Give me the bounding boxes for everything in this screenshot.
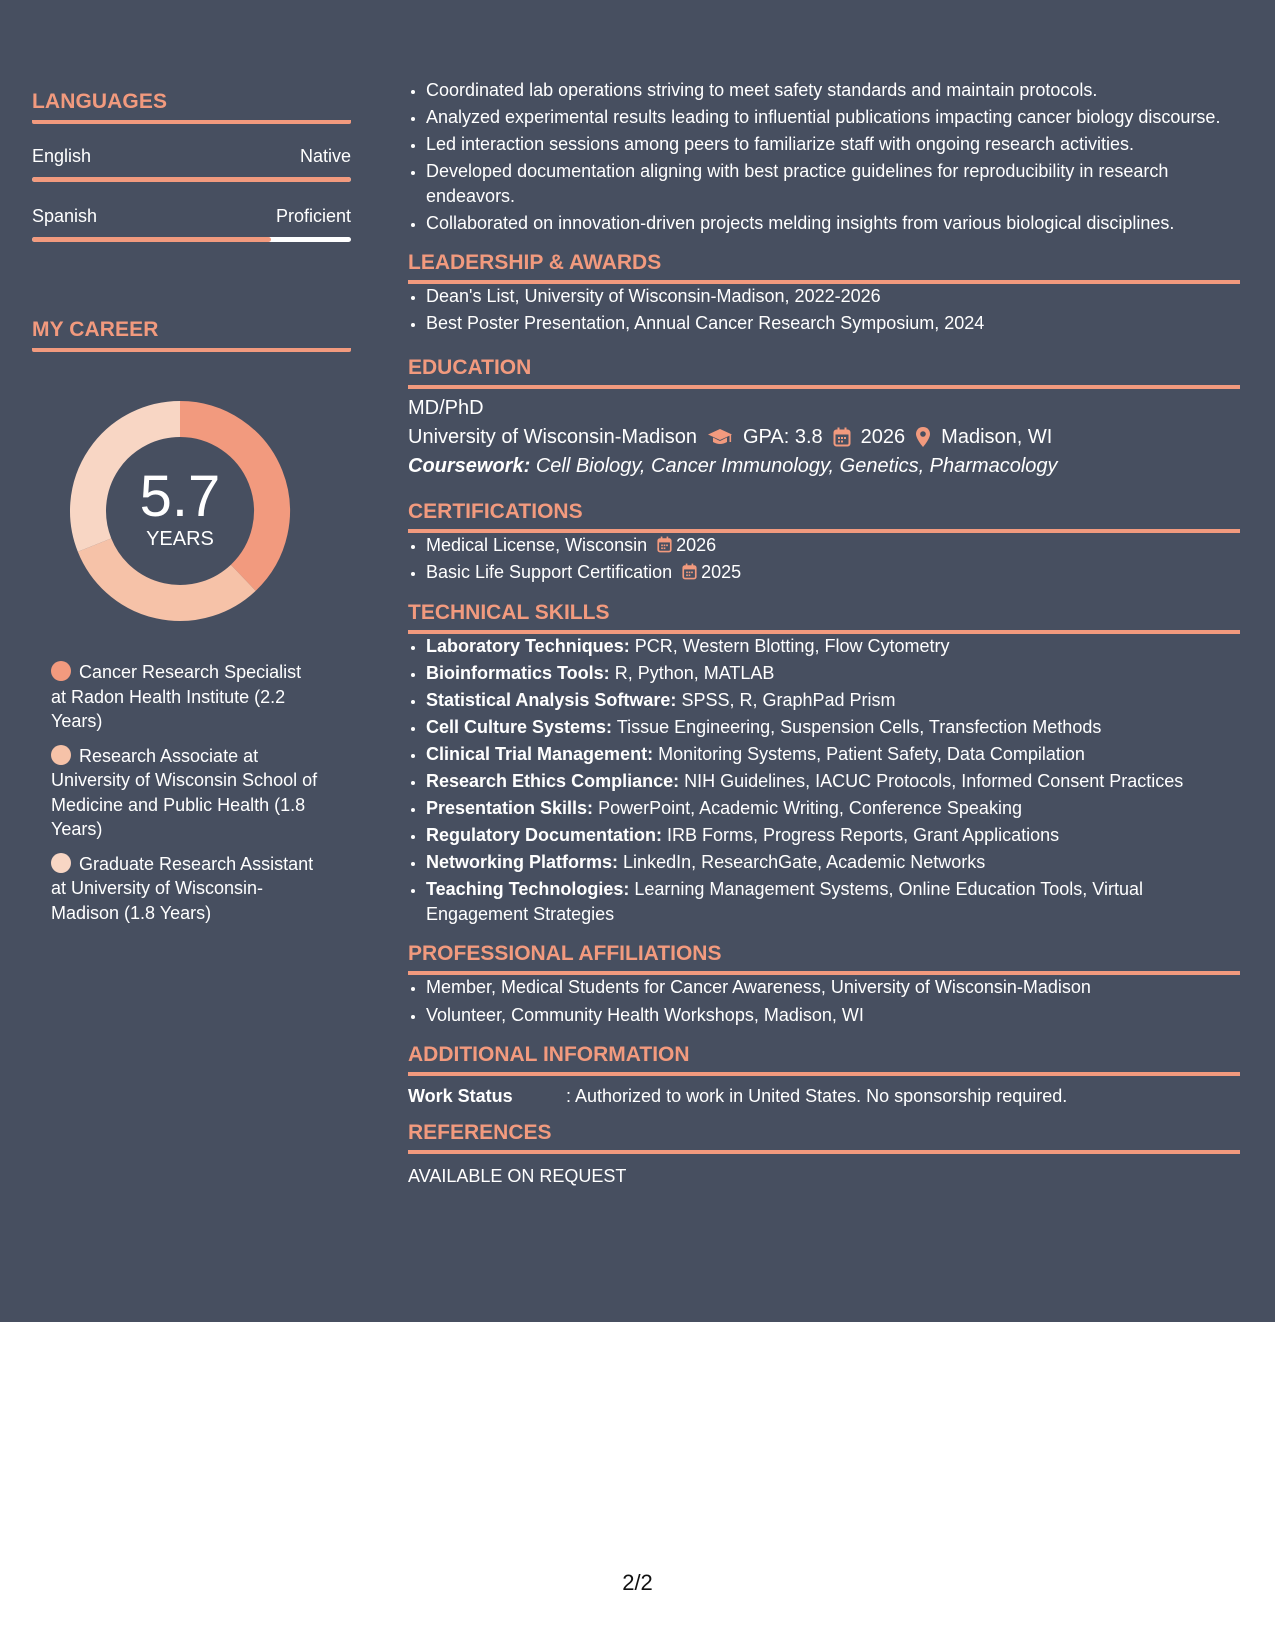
- graduation-cap-icon: [707, 427, 733, 447]
- certifications-section: [408, 500, 1240, 585]
- experience-bullet: • Developed documentation aligning with best practice guidelines for reproducibility in research endeavors.: [426, 159, 1240, 208]
- skill-item: • Research Ethics Compliance: NIH Guidelines, IACUC Protocols, Informed Consent Practices: [426, 769, 1240, 794]
- language-level: Proficient: [275, 206, 351, 226]
- page-number: 2/2: [622, 1570, 653, 1595]
- skills-section: [408, 601, 1240, 927]
- legend-dot-icon: [51, 661, 71, 681]
- education-gpa: GPA: 3.8: [742, 425, 823, 448]
- legend-dot-icon: [51, 745, 71, 765]
- skill-item: • Regulatory Documentation: IRB Forms, Progress Reports, Grant Applications: [426, 823, 1240, 848]
- education-location: Madison, WI: [941, 425, 1053, 448]
- career-legend-item: Graduate Research Assistant at University of Wisconsin-Madison (1.8 Years): [51, 853, 314, 923]
- leadership-section: [408, 251, 1240, 336]
- education-section: [408, 356, 1240, 478]
- skill-item: • Networking Platforms: LinkedIn, ResearchGate, Academic Networks: [426, 850, 1240, 875]
- language-level: Native: [299, 146, 351, 166]
- education-year: 2026: [860, 425, 906, 448]
- skill-item: • Cell Culture Systems: Tissue Engineering, Suspension Cells, Transfection Methods: [426, 715, 1240, 740]
- left-column: [32, 90, 351, 935]
- language-name: English: [32, 146, 92, 166]
- additional-info-section: [408, 1043, 1240, 1107]
- calendar-icon: [657, 536, 672, 553]
- affiliations-list: [408, 975, 1240, 1027]
- leadership-title: LEADERSHIP & AWARDS: [408, 251, 1240, 284]
- education-degree: MD/PhD: [408, 396, 484, 419]
- certification-item: • Basic Life Support Certification 2025: [426, 560, 1240, 585]
- coursework-list: Cell Biology, Cancer Immunology, Genetics, Pharmacology: [535, 454, 1058, 477]
- work-status-row: [408, 1086, 1240, 1107]
- experience-bullets: [408, 78, 1240, 235]
- leadership-list: [408, 284, 1240, 336]
- education-school: University of Wisconsin-Madison: [408, 425, 697, 448]
- affiliation-item: • Member, Medical Students for Cancer Awareness, University of Wisconsin-Madison: [426, 975, 1240, 1000]
- experience-bullet: • Led interaction sessions among peers to familiarize staff with ongoing research activities.: [426, 132, 1240, 157]
- calendar-icon: [682, 563, 697, 580]
- language-level-fill: [32, 237, 271, 242]
- language-level-bar: [32, 177, 351, 182]
- legend-dot-icon: [51, 853, 71, 873]
- calendar-icon: [833, 427, 851, 447]
- career-legend: [51, 660, 321, 925]
- career-legend-item: Research Associate at University of Wisconsin School of Medicine and Public Health (1.8 Years): [51, 745, 318, 839]
- skill-item: • Statistical Analysis Software: SPSS, R, GraphPad Prism: [426, 688, 1240, 713]
- references-title: REFERENCES: [408, 1121, 1240, 1154]
- language-level-fill: [32, 177, 351, 182]
- education-coursework: [408, 455, 1240, 478]
- career-donut-chart: [65, 396, 295, 626]
- languages-title: LANGUAGES: [32, 90, 351, 124]
- career-total-value: 5.7: [139, 463, 221, 529]
- career-legend-item: Cancer Research Specialist at Radon Health Institute (2.2 Years): [51, 662, 302, 731]
- affiliations-title: PROFESSIONAL AFFILIATIONS: [408, 942, 1240, 975]
- skills-list: [408, 634, 1240, 927]
- leadership-item: • Dean's List, University of Wisconsin-Madison, 2022-2026: [426, 284, 1240, 309]
- language-name: Spanish: [32, 206, 98, 226]
- education-title: EDUCATION: [408, 356, 1240, 389]
- skills-title: TECHNICAL SKILLS: [408, 601, 1240, 634]
- work-status-value: : Authorized to work in United States. No sponsorship required.: [566, 1086, 1068, 1106]
- affiliations-section: [408, 942, 1240, 1027]
- right-column: [408, 78, 1240, 1187]
- skill-item: • Clinical Trial Management: Monitoring Systems, Patient Safety, Data Compilation: [426, 742, 1240, 767]
- career-total-unit: YEARS: [146, 527, 214, 550]
- certification-item: • Medical License, Wisconsin 2026: [426, 533, 1240, 558]
- experience-bullet: • Collaborated on innovation-driven projects melding insights from various biological disciplines.: [426, 211, 1240, 236]
- donut-center: [65, 396, 295, 626]
- career-title: MY CAREER: [32, 318, 351, 352]
- affiliation-item: • Volunteer, Community Health Workshops, Madison, WI: [426, 1003, 1240, 1028]
- certifications-title: CERTIFICATIONS: [408, 500, 1240, 533]
- leadership-item: • Best Poster Presentation, Annual Cancer Research Symposium, 2024: [426, 311, 1240, 336]
- language-english: [32, 146, 351, 182]
- location-pin-icon: [915, 426, 931, 448]
- skill-item: • Teaching Technologies: Learning Management Systems, Online Education Tools, Virtual Engagement Strategies: [426, 877, 1240, 926]
- experience-bullet: • Analyzed experimental results leading to influential publications impacting cancer biology discourse.: [426, 105, 1240, 130]
- experience-bullet: • Coordinated lab operations striving to meet safety standards and maintain protocols.: [426, 78, 1240, 103]
- additional-info-title: ADDITIONAL INFORMATION: [408, 1043, 1240, 1076]
- skill-item: • Presentation Skills: PowerPoint, Academic Writing, Conference Speaking: [426, 796, 1240, 821]
- skill-item: • Laboratory Techniques: PCR, Western Blotting, Flow Cytometry: [426, 634, 1240, 659]
- work-status-label: Work Status: [408, 1086, 513, 1106]
- language-level-bar: [32, 237, 351, 242]
- skill-item: • Bioinformatics Tools: R, Python, MATLAB: [426, 661, 1240, 686]
- references-section: [408, 1121, 1240, 1187]
- references-text: AVAILABLE ON REQUEST: [408, 1166, 627, 1186]
- language-spanish: [32, 206, 351, 242]
- certifications-list: [408, 533, 1240, 585]
- coursework-label: Coursework:: [408, 454, 531, 477]
- education-details: [408, 426, 1240, 449]
